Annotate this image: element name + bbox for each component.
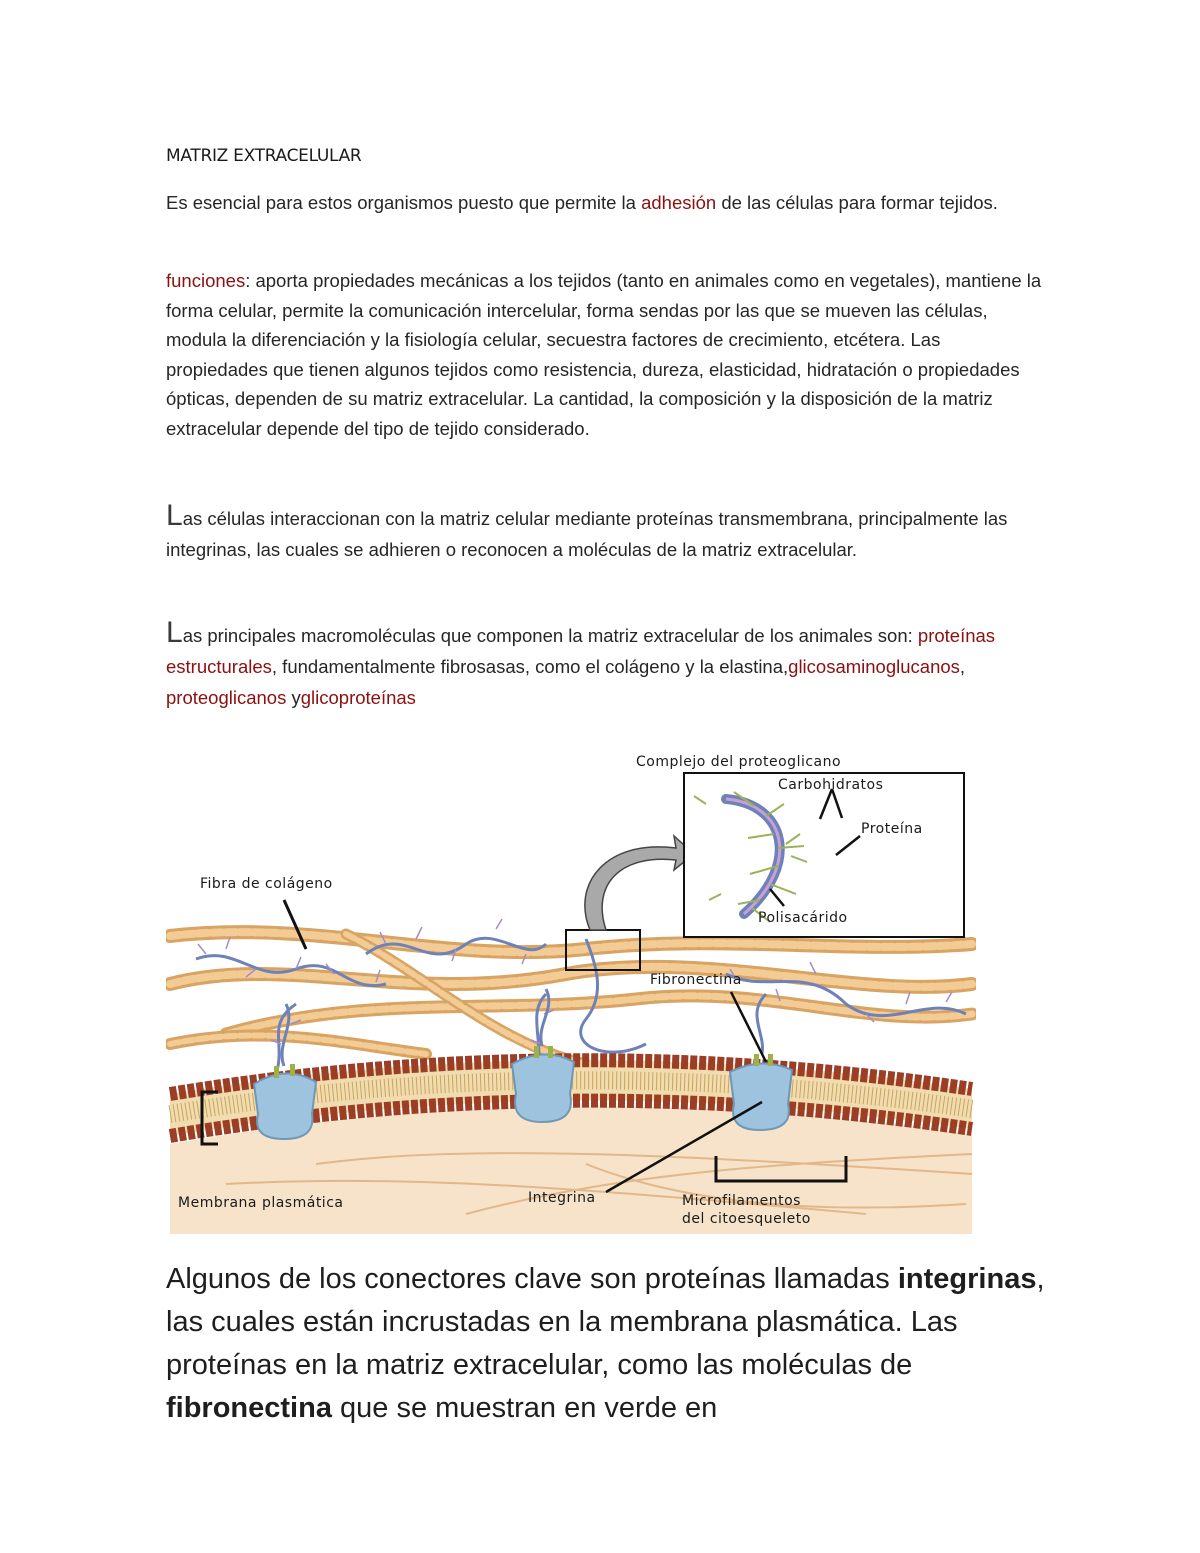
p1-text-after: de las células para formar tejidos. <box>716 192 998 213</box>
paragraph-integrinas <box>166 499 1046 565</box>
extracellular-matrix-diagram <box>166 744 976 1234</box>
integrinas-bold: integrinas <box>897 1263 1037 1295</box>
fibronectina-bold: fibronectina <box>166 1392 332 1424</box>
p4-mid2: , <box>959 656 966 677</box>
glicosaminoglucanos-link[interactable]: glicosaminoglucanos <box>788 656 960 677</box>
proteoglicanos-link[interactable]: proteoglicanos <box>166 687 287 708</box>
p4-text: as principales macromoléculas que componen la matriz extracelular de los animales son: <box>182 625 918 646</box>
bottom-text-3: que se muestran en verde en <box>331 1392 718 1424</box>
p1-text-before: Es esencial para estos organismos puesto que permite la <box>166 192 642 213</box>
polisacarido-label: Polisacárido <box>758 910 848 926</box>
carbohidratos-label: Carbohidratos <box>778 777 884 793</box>
glicoproteinas-link[interactable]: glicoproteínas <box>300 687 416 708</box>
inset-title: Complejo del proteoglicano <box>636 754 842 770</box>
bottom-text-2: , las cuales están incrustadas en la membrana plasmática. Las proteínas en la matriz extracelular, como las moléculas de <box>166 1263 1045 1381</box>
p4-mid1: , fundamentalmente fibrosasas, como el colágeno y la elastina, <box>271 656 789 677</box>
integrina-label: Integrina <box>528 1190 596 1206</box>
drop-initial: L <box>166 499 183 532</box>
collagen-fibers <box>170 932 972 1064</box>
p2-text: : aporta propiedades mecánicas a los tejidos (tanto en animales como en vegetales), mantiene la forma celular, permite la comunicación intercelular, forma sendas por las que se mueven las células, modula la diferenciación y la fisiología celular, secuestra factores de crecimiento, etcétera. Las propiedades que tienen algunos tejidos como resistencia, dureza, elasticidad, hidratación o propiedades ópticas, dependen de su matriz extracelular. La cantidad, la composición y la disposición de la matriz extracelular depende del tipo de tejido considerado. <box>166 270 1042 439</box>
drop-initial: L <box>166 616 183 649</box>
paragraph-funciones <box>166 266 1046 443</box>
fibra-label: Fibra de colágeno <box>200 876 333 892</box>
paragraph-adhesion <box>166 188 1046 218</box>
microfilamentos-label-1: Microfilamentos <box>682 1193 801 1209</box>
paragraph-macromoleculas <box>166 616 1046 713</box>
fibronectina-label: Fibronectina <box>650 972 742 988</box>
p4-mid3: y <box>286 687 301 708</box>
funciones-link[interactable]: funciones <box>166 270 246 291</box>
microfilamentos-label-2: del citoesqueleto <box>682 1211 811 1227</box>
bottom-text-1: Algunos de los conectores clave son proteínas llamadas <box>166 1263 898 1295</box>
paragraph-conectores <box>166 1258 1066 1430</box>
proteina-label: Proteína <box>861 821 923 837</box>
page-title: MATRIZ EXTRACELULAR <box>166 146 362 166</box>
proteinas-estructurales-link[interactable]: proteínas estructurales <box>166 625 996 677</box>
zoom-arrow <box>585 836 694 930</box>
adhesion-link[interactable]: adhesión <box>641 192 717 213</box>
membrana-label: Membrana plasmática <box>178 1195 344 1211</box>
fibra-pointer <box>284 900 306 949</box>
p3-text: as células interaccionan con la matriz celular mediante proteínas transmembrana, principalmente las integrinas, las cuales se adhieren o reconocen a moléculas de la matriz extracelular. <box>166 508 1008 560</box>
